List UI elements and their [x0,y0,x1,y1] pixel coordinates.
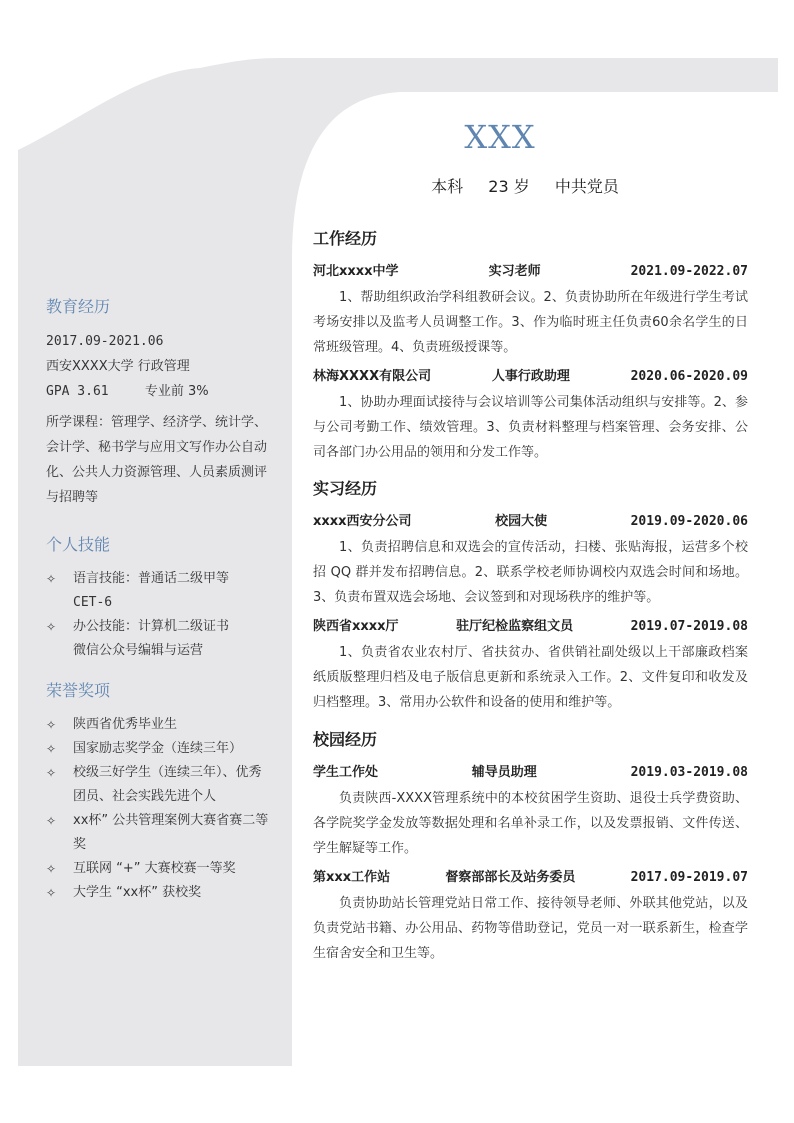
skill-sub: CET-6 [73,595,113,610]
campus-entry [313,867,748,966]
honors-list [46,713,274,905]
entry-org: 林海XXXX有限公司 [313,369,432,384]
entry-date: 2017.09-2019.07 [630,870,748,885]
honor-text: 校级三好学生（连续三年）、优秀团员、社会实践先进个人 [73,765,262,804]
education-period: 2017.09-2021.06 [46,334,164,349]
diamond-bullet-icon: ✧ [46,886,57,900]
entry-role: 人事行政助理 [491,369,570,384]
diamond-bullet-icon: ✧ [46,814,57,828]
list-item [46,761,274,809]
skill-main: 办公技能：计算机二级证书 [73,619,230,634]
entry-description: 1、负责省农业农村厅、省扶贫办、省供销社副处级以上干部廉政档案纸质版整理归档及电子版信息更新和系统录入工作。2、文件复印和收发及归档整理。3、常用办公软件和设备的使用和维护等。 [313,645,748,710]
list-item [46,881,274,905]
internship-entry [313,511,748,610]
education-title: 教育经历 [46,297,111,316]
diamond-bullet-icon: ✧ [46,766,57,780]
campus-section [313,727,748,972]
entry-role: 驻厅纪检监察组文员 [456,619,574,634]
list-item [46,809,274,857]
political-status-text: 中共党员 [554,177,619,196]
honors-section [46,678,274,905]
skill-sub: 微信公众号编辑与运营 [73,643,204,658]
age-text: 23 岁 [488,177,530,196]
list-item [46,567,274,615]
entry-role: 实习老师 [488,264,541,279]
skills-section [46,532,274,663]
entry-date: 2019.07-2019.08 [630,619,748,634]
entry-description: 1、帮助组织政治学科组教研会议。2、负责协助所在年级进行学生考试考场安排以及监考人员调整工作。3、作为临时班主任负责60余名学生的日常班级管理。4、负责班级授课等。 [313,290,748,355]
honor-text: 陕西省优秀毕业生 [73,717,178,732]
work-section [313,226,748,471]
entry-description: 负责陕西-XXXX管理系统中的本校贫困学生资助、退役士兵学费资助、各学院奖学金发放等数据处理和名单补录工作，以及发票报销、文件传送、学生解疑等工作。 [313,791,748,856]
internship-section [313,476,748,721]
diamond-bullet-icon: ✧ [46,572,57,586]
education-section [46,294,274,510]
honor-text: xx杯” 公共管理案例大赛省赛二等奖 [73,813,269,852]
diamond-bullet-icon: ✧ [46,620,57,634]
honor-text: 大学生 “xx杯” 获校奖 [73,885,202,900]
entry-org: 第xxx工作站 [313,870,391,885]
candidate-name: XXX [464,118,536,156]
entry-date: 2020.06-2020.09 [630,369,748,384]
list-item [46,713,274,737]
entry-description: 1、协助办理面试接待与会议培训等公司集体活动组织与安排等。2、参与公司考勤工作、绩效管理。3、负责材料整理与档案管理、会务安排、公司各部门办公用品的领用和分发工作等。 [313,395,748,460]
entry-description: 负责协助站长管理党站日常工作、接待领导老师、外联其他党站，以及负责党站书籍、办公用品、药物等借助登记，党员一对一联系新生，检查学生宿舍安全和卫生等。 [313,896,748,961]
internship-title: 实习经历 [313,479,378,498]
diamond-bullet-icon: ✧ [46,718,57,732]
entry-description: 1、负责招聘信息和双选会的宣传活动，扫楼、张贴海报，运营多个校招 QQ 群并发布招聘信息。2、联系学校老师协调校内双选会时间和场地。3、负责布置双选会场地、会议签到和对现场秩序的维护等。 [313,540,748,605]
campus-entry [313,762,748,861]
skill-main: 语言技能：普通话二级甲等 [73,571,230,586]
list-item [46,737,274,761]
entry-org: 学生工作处 [313,765,379,780]
work-entry [313,366,748,465]
entry-date: 2021.09-2022.07 [630,264,748,279]
candidate-info [300,174,750,197]
entry-date: 2019.09-2020.06 [630,514,748,529]
entry-org: 陕西省xxxx厅 [313,619,399,634]
entry-role: 辅导员助理 [471,765,537,780]
diamond-bullet-icon: ✧ [46,862,57,876]
degree-text: 本科 [431,177,464,196]
work-entry [313,261,748,360]
entry-org: 河北xxxx中学 [313,264,399,279]
skills-title: 个人技能 [46,535,111,554]
skills-list [46,567,274,663]
education-school: 西安XXXX大学 行政管理 [46,359,190,374]
entry-org: xxxx西安分公司 [313,514,412,529]
honor-text: 国家励志奖学金（连续三年） [73,741,243,756]
entry-date: 2019.03-2019.08 [630,765,748,780]
list-item [46,857,274,881]
honors-title: 荣誉奖项 [46,681,111,700]
education-rank: 专业前 3% [144,384,209,399]
campus-title: 校园经历 [313,730,378,749]
work-title: 工作经历 [313,229,378,248]
list-item [46,615,274,663]
education-gpa: GPA 3.61 [46,384,109,399]
education-gpa-row [46,379,274,404]
diamond-bullet-icon: ✧ [46,742,57,756]
entry-role: 督察部部长及站务委员 [445,870,576,885]
education-courses: 所学课程：管理学、经济学、统计学、会计学、秘书学与应用文写作办公自动化、公共人力资源管理、人员素质测评与招聘等 [46,415,268,505]
entry-role: 校园大使 [495,514,548,529]
honor-text: 互联网 “+” 大赛校赛一等奖 [73,861,236,876]
internship-entry [313,616,748,715]
